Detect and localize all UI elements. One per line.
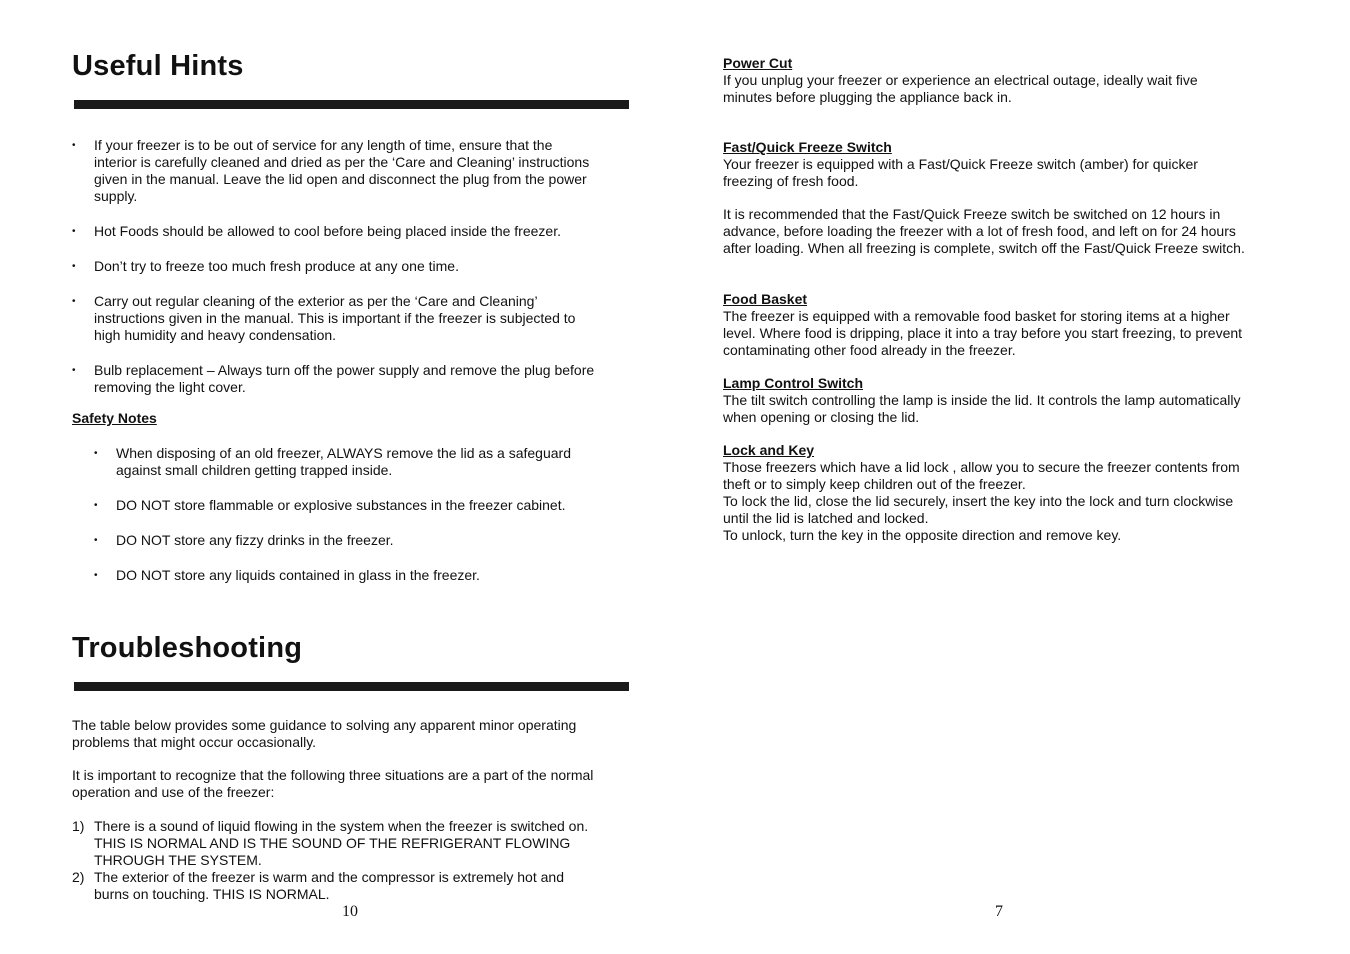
bullet-line: removing the light cover.: [94, 379, 246, 395]
text-line: advance, before loading the freezer with a lot of fresh food, and left on for 24 hours: [723, 223, 1236, 239]
bullet-item: [72, 293, 632, 344]
item-line: THROUGH THE SYSTEM.: [94, 852, 262, 868]
troubleshooting-intro-normal: [72, 767, 593, 801]
bullet-dot: •: [72, 296, 76, 307]
bullet-dot: •: [72, 365, 76, 376]
text-line: theft or to simply keep children out of the freezer.: [723, 476, 1026, 492]
normal-situations-list: [72, 818, 632, 903]
fast-freeze-recommendation: [723, 206, 1245, 257]
text-line: Those freezers which have a lid lock , allow you to secure the freezer contents from: [723, 459, 1240, 475]
text-line: The table below provides some guidance to solving any apparent minor operating: [72, 717, 577, 733]
bullet-line: Bulb replacement – Always turn off the power supply and remove the plug before: [94, 362, 595, 378]
numbered-item: [72, 869, 632, 903]
bullet-line: Carry out regular cleaning of the exterior as per the ‘Care and Cleaning’: [94, 293, 538, 309]
text-line: freezing of fresh food.: [723, 173, 859, 189]
useful-hints-heading: Useful Hints: [72, 50, 244, 82]
text-line: If you unplug your freezer or experience an electrical outage, ideally wait five: [723, 72, 1198, 88]
bullet-item: [94, 497, 634, 514]
safety-notes-heading: Safety Notes: [72, 410, 157, 426]
bullet-item: [94, 532, 634, 549]
bullet-item: [94, 567, 634, 584]
bullet-item: [72, 258, 632, 275]
bullet-dot: •: [72, 261, 76, 272]
bullet-line: DO NOT store any liquids contained in glass in the freezer.: [116, 567, 480, 583]
bullet-line: When disposing of an old freezer, ALWAYS remove the lid as a safeguard: [116, 445, 571, 461]
bullet-line: interior is carefully cleaned and dried as per the ‘Care and Cleaning’ instructions: [94, 154, 590, 170]
text-line: Your freezer is equipped with a Fast/Quick Freeze switch (amber) for quicker: [723, 156, 1198, 172]
bullet-item: [72, 223, 632, 240]
heading-rule: [74, 100, 629, 109]
bullet-item: [72, 137, 632, 205]
bullet-dot: •: [72, 226, 76, 237]
food-basket-heading: Food Basket: [723, 291, 808, 307]
power-cut-text: [723, 72, 1198, 106]
fast-freeze-text: [723, 156, 1198, 190]
lock-key-heading: Lock and Key: [723, 442, 815, 458]
text-line: The tilt switch controlling the lamp is inside the lid. It controls the lamp automatically: [723, 392, 1241, 408]
heading-rule: [74, 682, 629, 691]
bullet-dot: •: [94, 448, 98, 459]
right-page: [675, 0, 1350, 954]
bullet-line: Hot Foods should be allowed to cool before being placed inside the freezer.: [94, 223, 561, 239]
text-line: It is recommended that the Fast/Quick Freeze switch be switched on 12 hours in: [723, 206, 1221, 222]
useful-hints-list: [72, 137, 632, 414]
safety-notes-list: [94, 445, 634, 602]
bullet-line: If your freezer is to be out of service for any length of time, ensure that the: [94, 137, 553, 153]
bullet-line: supply.: [94, 188, 138, 204]
item-line: There is a sound of liquid flowing in the system when the freezer is switched on.: [94, 818, 589, 834]
bullet-item: [94, 445, 634, 479]
text-line: To lock the lid, close the lid securely, insert the key into the lock and turn clockwise: [723, 493, 1234, 509]
bullet-line: high humidity and heavy condensation.: [94, 327, 337, 343]
bullet-line: DO NOT store flammable or explosive substances in the freezer cabinet.: [116, 497, 566, 513]
troubleshooting-intro: [72, 717, 576, 751]
power-cut-heading: Power Cut: [723, 55, 793, 71]
bullet-line: instructions given in the manual. This is important if the freezer is subjected to: [94, 310, 576, 326]
item-line: The exterior of the freezer is warm and the compressor is extremely hot and: [94, 869, 564, 885]
text-line: when opening or closing the lid.: [723, 409, 920, 425]
lamp-control-text: [723, 392, 1240, 426]
bullet-line: Don’t try to freeze too much fresh produce at any one time.: [94, 258, 459, 274]
bullet-dot: •: [94, 535, 98, 546]
fast-freeze-heading: Fast/Quick Freeze Switch: [723, 139, 892, 155]
bullet-item: [72, 362, 632, 396]
item-line: THIS IS NORMAL AND IS THE SOUND OF THE REFRIGERANT FLOWING: [94, 835, 571, 851]
text-line: To unlock, turn the key in the opposite direction and remove key.: [723, 527, 1122, 543]
item-line: burns on touching. THIS IS NORMAL.: [94, 886, 330, 902]
lamp-control-heading: Lamp Control Switch: [723, 375, 863, 391]
page-number: 10: [342, 903, 358, 920]
page-number: 7: [995, 903, 1003, 920]
text-line: after loading. When all freezing is complete, switch off the Fast/Quick Freeze switch.: [723, 240, 1245, 256]
text-line: until the lid is latched and locked.: [723, 510, 929, 526]
bullet-dot: •: [72, 140, 76, 151]
text-line: contaminating other food already in the freezer.: [723, 342, 1016, 358]
text-line: It is important to recognize that the following three situations are a part of the normal: [72, 767, 594, 783]
bullet-line: DO NOT store any fizzy drinks in the freezer.: [116, 532, 394, 548]
item-number: 1): [72, 818, 85, 834]
numbered-item: [72, 818, 632, 869]
troubleshooting-heading: Troubleshooting: [72, 632, 303, 664]
text-line: minutes before plugging the appliance back in.: [723, 89, 1012, 105]
bullet-line: against small children getting trapped inside.: [116, 462, 393, 478]
text-line: operation and use of the freezer:: [72, 784, 275, 800]
bullet-dot: •: [94, 570, 98, 581]
text-line: level. Where food is dripping, place it into a tray before you start freezing, to prevent: [723, 325, 1243, 341]
bullet-line: given in the manual. Leave the lid open and disconnect the plug from the power: [94, 171, 587, 187]
food-basket-text: [723, 308, 1242, 359]
lock-key-text: [723, 459, 1240, 544]
text-line: problems that might occur occasionally.: [72, 734, 317, 750]
bullet-dot: •: [94, 500, 98, 511]
text-line: The freezer is equipped with a removable food basket for storing items at a higher: [723, 308, 1230, 324]
item-number: 2): [72, 869, 85, 885]
